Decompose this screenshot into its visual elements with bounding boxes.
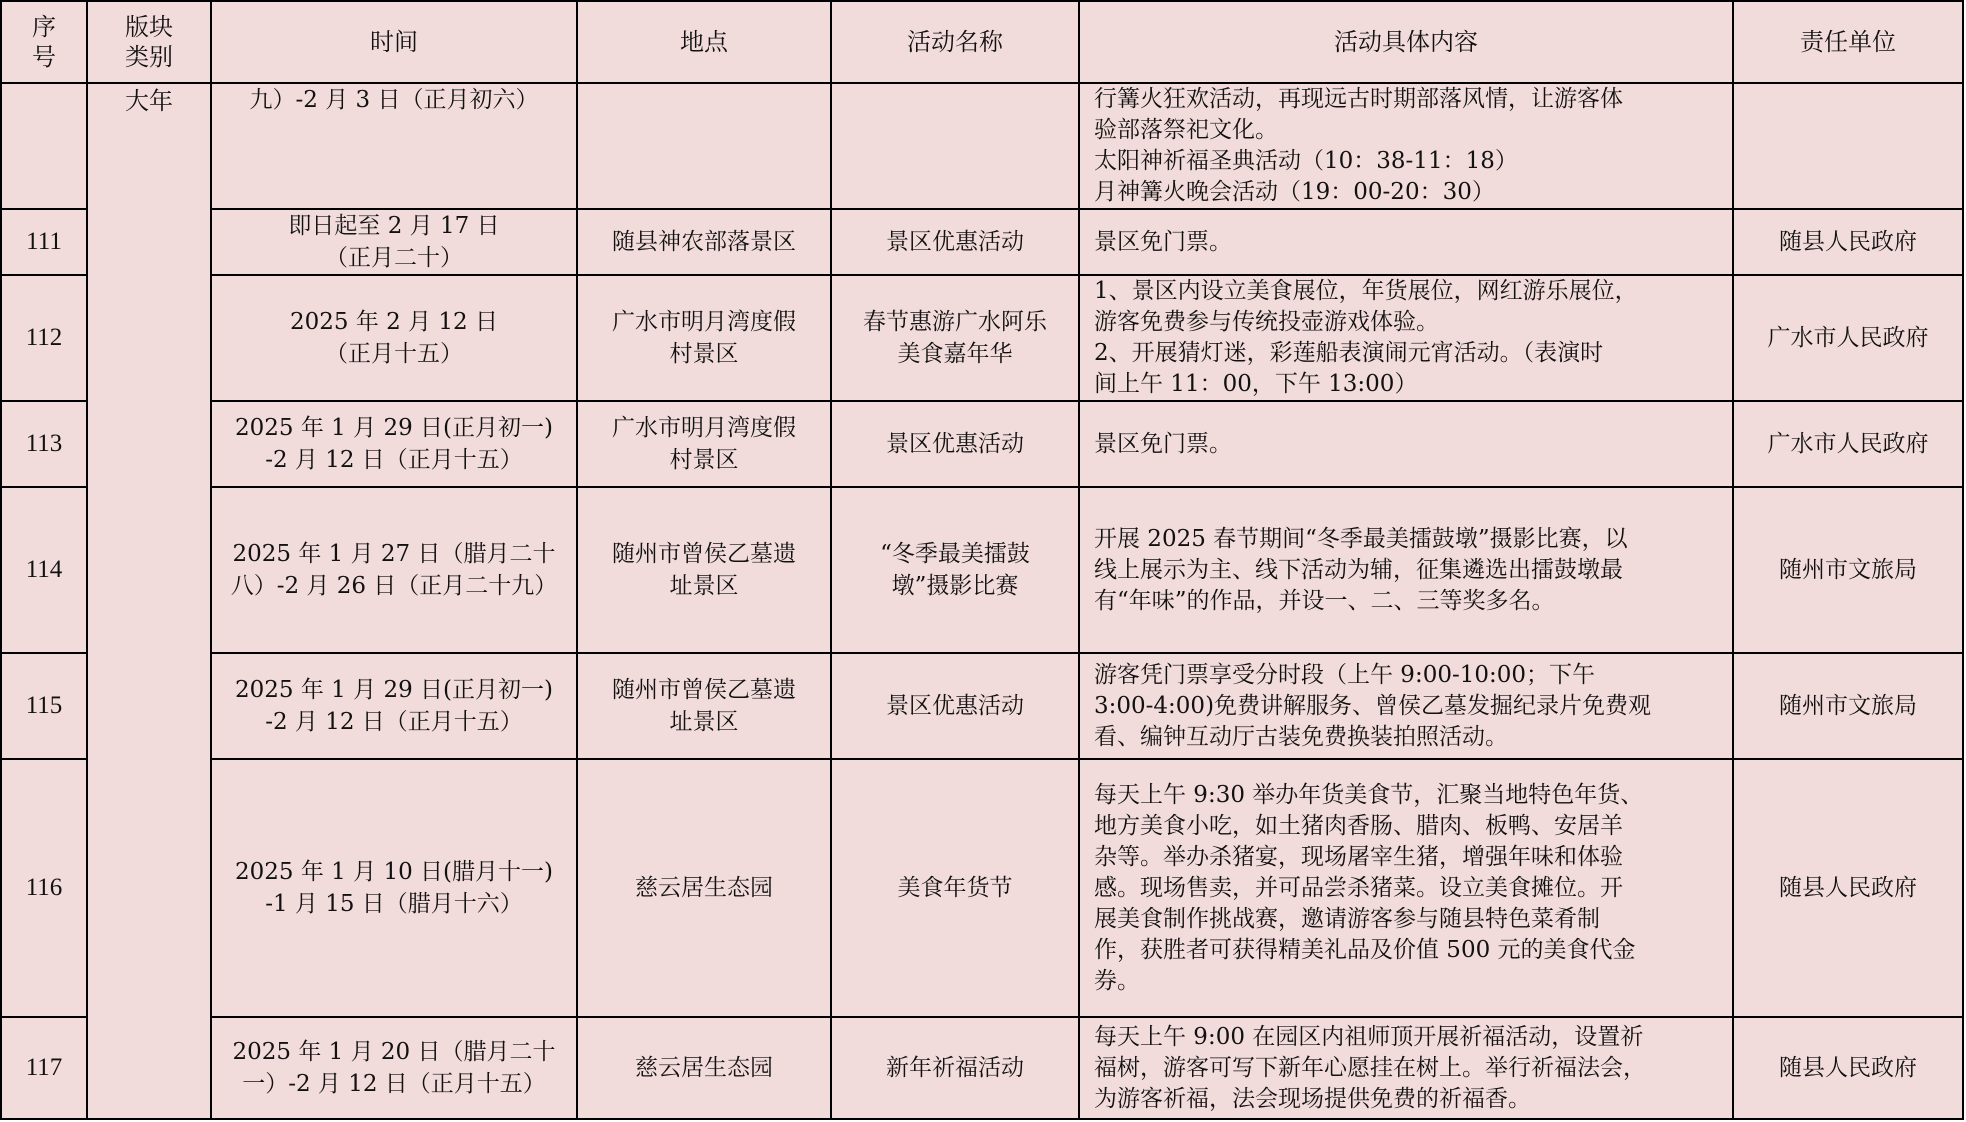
- content-line: 券。: [1094, 967, 1140, 994]
- content-line: 感。现场售卖，并可品尝杀猪菜。设立美食摊位。开: [1094, 874, 1623, 901]
- content-line: 景区免门票。: [1094, 228, 1232, 255]
- content-line: 景区免门票。: [1094, 430, 1232, 457]
- cell-activity-name: [831, 759, 1079, 1017]
- cell-seq: 112: [1, 275, 87, 401]
- header-place: 地点: [577, 1, 831, 83]
- table-row: [1, 1017, 1963, 1119]
- cell-place-line: 广水市明月湾度假: [612, 309, 796, 335]
- cell-time-line: 2025 年 1 月 10 日(腊月十一): [235, 859, 553, 885]
- cell-place: [577, 487, 831, 653]
- cell-time: [211, 209, 577, 275]
- content-line: 游客凭门票享受分时段（上午 9:00-10:00；下午: [1094, 661, 1596, 688]
- cell-activity-content: [1079, 209, 1733, 275]
- cell-seq: 116: [1, 759, 87, 1017]
- cell-activity-content: [1079, 83, 1733, 209]
- cell-activity-name-line: 美食嘉年华: [897, 341, 1013, 367]
- cell-place-line: 随州市曾侯乙墓遗: [612, 677, 796, 703]
- content-line: 每天上午 9:30 举办年货美食节，汇聚当地特色年货、: [1094, 781, 1644, 808]
- cell-responsible-unit: 随州市文旅局: [1733, 487, 1963, 653]
- cell-time: [211, 1017, 577, 1119]
- cell-time-line: 2025 年 1 月 29 日(正月初一): [235, 677, 553, 703]
- content-line: 有“年味”的作品，并设一、二、三等奖多名。: [1094, 587, 1555, 614]
- table-row: [1, 487, 1963, 653]
- cell-activity-content: [1079, 401, 1733, 487]
- content-line: 太阳神祈福圣典活动（10：38-11：18）: [1094, 148, 1518, 174]
- content-line: 展美食制作挑战赛，邀请游客参与随县特色菜肴制: [1094, 905, 1600, 932]
- cell-place-line: 址景区: [669, 573, 739, 599]
- table-row: [1, 401, 1963, 487]
- header-time: 时间: [211, 1, 577, 83]
- header-seq-line: 序: [32, 13, 56, 41]
- cell-responsible-unit: 随州市文旅局: [1733, 653, 1963, 759]
- header-category: [87, 1, 211, 83]
- header-activity-name: 活动名称: [831, 1, 1079, 83]
- cell-place: [577, 83, 831, 209]
- cell-activity-name-line: 美食年货节: [897, 875, 1013, 901]
- cell-time-line: 2025 年 2 月 12 日: [290, 309, 498, 335]
- cell-time-line: -2 月 12 日（正月十五）: [265, 709, 523, 735]
- cell-activity-name: [831, 401, 1079, 487]
- header-category-line: 版块: [125, 13, 173, 41]
- cell-responsible-unit: 随县人民政府: [1733, 1017, 1963, 1119]
- header-category-line: 类别: [125, 43, 173, 71]
- content-line: 开展 2025 春节期间“冬季最美擂鼓墩”摄影比赛，以: [1094, 525, 1628, 552]
- cell-responsible-unit: 随县人民政府: [1733, 209, 1963, 275]
- cell-activity-name-line: 景区优惠活动: [886, 431, 1024, 457]
- table-row: [1, 275, 1963, 401]
- cell-time-line: 八）-2 月 26 日（正月二十九）: [230, 573, 558, 599]
- header-row: [1, 1, 1963, 83]
- cell-time-line: （正月十五）: [325, 341, 463, 367]
- cell-time-line: 2025 年 1 月 29 日(正月初一): [235, 415, 553, 441]
- header-responsible-unit: 责任单位: [1733, 1, 1963, 83]
- cell-activity-content: [1079, 759, 1733, 1017]
- cell-activity-name-line: 新年祈福活动: [886, 1055, 1024, 1081]
- cell-activity-name-line: 景区优惠活动: [886, 229, 1024, 255]
- cell-activity-content: [1079, 275, 1733, 401]
- cell-seq: 111: [1, 209, 87, 275]
- cell-seq: 113: [1, 401, 87, 487]
- content-line: 2、开展猜灯迷，彩莲船表演闹元宵活动。（表演时: [1094, 340, 1604, 366]
- content-line: 月神篝火晚会活动（19：00-20：30）: [1094, 179, 1495, 205]
- header-activity-content: 活动具体内容: [1079, 1, 1733, 83]
- cell-place: [577, 759, 831, 1017]
- cell-place-line: 慈云居生态园: [635, 1055, 773, 1081]
- cell-place: [577, 209, 831, 275]
- cell-time: [211, 759, 577, 1017]
- content-line: 游客免费参与传统投壶游戏体验。: [1094, 309, 1439, 335]
- content-line: 行篝火狂欢活动，再现远古时期部落风情，让游客体: [1094, 86, 1623, 112]
- cell-activity-name: [831, 653, 1079, 759]
- cell-responsible-unit: 广水市人民政府: [1733, 275, 1963, 401]
- cell-seq: 117: [1, 1017, 87, 1119]
- table-row-continued: [1, 83, 1963, 209]
- header-seq: [1, 1, 87, 83]
- cell-activity-name: [831, 83, 1079, 209]
- cell-time-line: 一）-2 月 12 日（正月十五）: [242, 1071, 546, 1097]
- cell-activity-name-line: “冬季最美擂鼓: [880, 541, 1030, 567]
- content-line: 为游客祈福，法会现场提供免费的祈福香。: [1094, 1085, 1531, 1112]
- cell-place-line: 随县神农部落景区: [612, 229, 796, 255]
- cell-activity-content: [1079, 653, 1733, 759]
- table-row: [1, 209, 1963, 275]
- content-line: 作，获胜者可获得精美礼品及价值 500 元的美食代金: [1094, 936, 1636, 963]
- cell-activity-name-line: 墩”摄影比赛: [891, 573, 1019, 599]
- cell-responsible-unit: 随县人民政府: [1733, 759, 1963, 1017]
- table-row: [1, 653, 1963, 759]
- cell-place: [577, 275, 831, 401]
- cell-category: 大年: [87, 83, 211, 1119]
- cell-responsible-unit: 广水市人民政府: [1733, 401, 1963, 487]
- cell-time: [211, 275, 577, 401]
- content-line: 福树，游客可写下新年心愿挂在树上。举行祈福法会，: [1094, 1054, 1646, 1081]
- cell-place-line: 随州市曾侯乙墓遗: [612, 541, 796, 567]
- cell-place: [577, 401, 831, 487]
- cell-place-line: 村景区: [669, 447, 739, 473]
- cell-time-line: 九）-2 月 3 日（正月初六）: [249, 87, 539, 113]
- content-line: 1、景区内设立美食展位，年货展位，网红游乐展位，: [1094, 278, 1638, 304]
- content-line: 地方美食小吃，如土猪肉香肠、腊肉、板鸭、安居羊: [1094, 812, 1623, 839]
- cell-place-line: 村景区: [669, 341, 739, 367]
- cell-activity-name: [831, 275, 1079, 401]
- cell-place: [577, 1017, 831, 1119]
- cell-time-line: （正月二十）: [325, 245, 463, 271]
- cell-place: [577, 653, 831, 759]
- cell-seq: 115: [1, 653, 87, 759]
- cell-activity-content: [1079, 487, 1733, 653]
- cell-responsible-unit: [1733, 83, 1963, 209]
- content-line: 3:00-4:00)免费讲解服务、曾侯乙墓发掘纪录片免费观: [1094, 692, 1652, 719]
- cell-seq: 114: [1, 487, 87, 653]
- cell-activity-name: [831, 487, 1079, 653]
- cell-activity-content: [1079, 1017, 1733, 1119]
- cell-time-line: 即日起至 2 月 17 日: [288, 213, 500, 239]
- cell-activity-name-line: 春节惠游广水阿乐: [863, 309, 1047, 335]
- cell-place-line: 慈云居生态园: [635, 875, 773, 901]
- content-line: 看、编钟互动厅古装免费换装拍照活动。: [1094, 723, 1508, 750]
- cell-activity-name: [831, 1017, 1079, 1119]
- cell-place-line: 广水市明月湾度假: [612, 415, 796, 441]
- cell-seq: [1, 83, 87, 209]
- content-line: 验部落祭祀文化。: [1094, 117, 1278, 143]
- cell-activity-name: [831, 209, 1079, 275]
- table-row: [1, 759, 1963, 1017]
- cell-time-line: 2025 年 1 月 20 日（腊月二十: [232, 1039, 556, 1065]
- cell-time: [211, 83, 577, 209]
- content-line: 间上午 11：00，下午 13:00）: [1094, 371, 1418, 397]
- content-line: 线上展示为主、线下活动为辅，征集遴选出擂鼓墩最: [1094, 556, 1623, 583]
- cell-time: [211, 653, 577, 759]
- cell-time: [211, 487, 577, 653]
- content-line: 每天上午 9:00 在园区内祖师顶开展祈福活动，设置祈: [1094, 1023, 1644, 1050]
- cell-activity-name-line: 景区优惠活动: [886, 693, 1024, 719]
- cell-place-line: 址景区: [669, 709, 739, 735]
- cell-time-line: -1 月 15 日（腊月十六）: [265, 891, 523, 917]
- content-line: 杂等。举办杀猪宴，现场屠宰生猪，增强年味和体验: [1094, 843, 1623, 870]
- cell-time: [211, 401, 577, 487]
- header-seq-line: 号: [32, 43, 56, 71]
- cell-time-line: -2 月 12 日（正月十五）: [265, 447, 523, 473]
- cell-time-line: 2025 年 1 月 27 日（腊月二十: [232, 541, 556, 567]
